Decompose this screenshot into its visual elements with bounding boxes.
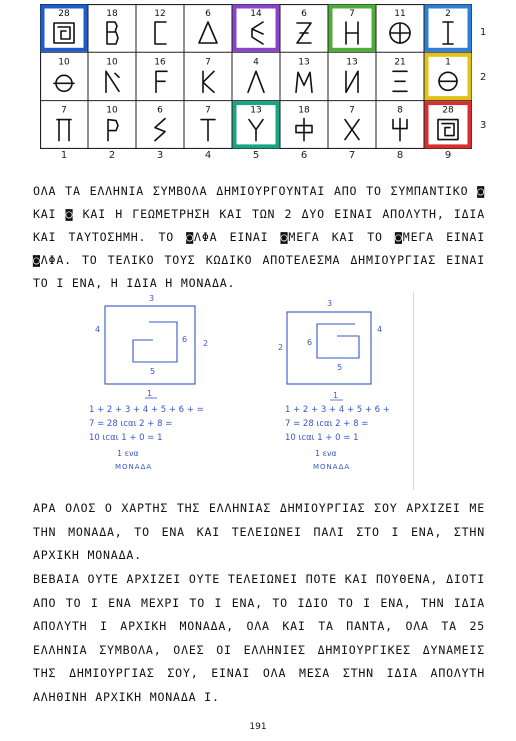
greek-symbol-spiral-icon <box>54 23 74 43</box>
symbol-value: 13 <box>298 57 310 68</box>
column-number: 9 <box>444 150 452 161</box>
symbol-value: 10 <box>58 57 70 68</box>
left-label-top: 3 <box>149 294 155 303</box>
greek-symbol-S-zig-icon <box>155 119 165 141</box>
symbol-value: 7 <box>349 9 355 19</box>
greek-symbol-O-icon <box>439 72 457 90</box>
symbol-value: 18 <box>298 105 310 116</box>
greek-symbol-Y-icon <box>249 120 263 141</box>
symbol-value: 7 <box>349 105 355 116</box>
greek-symbol-triangle-icon <box>199 22 217 43</box>
column-number: 8 <box>396 150 404 161</box>
right-label-left: 2 <box>278 343 284 352</box>
right-label-inner: 6 <box>307 338 313 347</box>
right-monada-word: ΜΟΝΑΔΑ <box>313 463 351 471</box>
symbol-value: 7 <box>205 105 211 116</box>
right-label-top: 3 <box>327 299 333 308</box>
left-label-bottom: 1 <box>147 389 153 398</box>
greek-symbol-Z-icon <box>297 23 311 43</box>
right-one-label: 1 ενα <box>315 449 337 458</box>
symbol-value: 1 <box>445 57 451 68</box>
column-number: 2 <box>108 150 116 161</box>
symbol-value: 6 <box>157 105 163 116</box>
row-number-1: 1 <box>480 27 487 38</box>
symbol-value: 10 <box>106 57 118 68</box>
left-eq-line: 7 = 28 ιcαι 2 + 8 = <box>89 419 173 429</box>
greek-symbol-N-rev-icon <box>346 71 358 92</box>
column-number: 3 <box>156 150 164 161</box>
page-number: 191 <box>249 722 267 732</box>
right-sum-line: 1 + 2 + 3 + 4 + 5 + 6 + <box>285 405 390 415</box>
greek-symbol-circle-bar-icon <box>54 75 74 91</box>
greek-symbol-H-icon <box>346 22 358 44</box>
symbol-value: 13 <box>346 57 358 68</box>
left-label-left: 4 <box>95 325 101 334</box>
hand-sketch <box>75 288 405 488</box>
symbol-value: 6 <box>301 9 307 19</box>
column-number: 6 <box>300 150 308 161</box>
symbol-value: 4 <box>253 57 259 68</box>
greek-symbol-I-icon <box>443 22 453 44</box>
paragraph-1: ΟΛΑ ΤΑ ΕΛΛΗΝΙΑ ΣΥΜΒΟΛΑ ΔΗΜΙΟΥΡΓΟΥΝΤΑΙ ΑΠΟ ΤΟ ΣΥΜΠΑΝΤΙΚΟ ◙ ΚΑΙ ◙ ΚΑΙ Η ΓΕΩΜΕΤΡΗΣΗ ΚΑΙ ΤΩΝ 2 ΔΥΟ ΕΙΝΑΙ ΑΠΟΛΥΤΗ, ΙΔΙΑ ΚΑΙ ΤΑΥΤΟΣΗΜΗ. ΤΟ ◙ΛΦΑ ΕΙΝΑΙ ◙ΜΕΓΑ ΚΑΙ ΤΟ ◙ΜΕΓΑ ΕΙΝΑΙ ◙ΛΦΑ. ΤΟ ΤΕΛΙΚΟ ΤΟΥΣ ΚΩΔΙΚΟ ΑΠΟΤΕΛΕΣΜΑ ΔΗΜΙΟΥΡΓΙΑΣ ΕΙΝΑΙ ΤΟ Ι ΕΝΑ, Η ΙΔΙΑ Η ΜΟΝΑΔΑ. <box>33 184 485 290</box>
paragraph-2: ΑΡΑ ΟΛΟΣ Ο ΧΑΡΤΗΣ ΤΗΣ ΕΛΛΗΝΙΑΣ ΔΗΜΙΟΥΡΓΙΑΣ ΣΟΥ ΑΡΧΙΖΕΙ ΜΕ ΤΗΝ ΜΟΝΑΔΑ, ΤΟ ΕΝΑ ΚΑΙ ΤΕΛΕΙΩΝΕΙ ΠΑΛΙ ΣΤΟ Ι ΕΝΑ, ΣΤΗΝ ΑΡΧΙΚΗ ΜΟΝΑΔΑ. <box>33 501 485 562</box>
greek-symbol-P-icon <box>108 120 118 141</box>
greek-symbol-Pi-icon <box>57 120 71 141</box>
column-number: 5 <box>252 150 260 161</box>
symbol-value: 10 <box>106 105 118 116</box>
left-label-inner: 6 <box>182 335 188 344</box>
greek-symbol-Phi-icon <box>296 119 312 141</box>
greek-symbol-epsilon-icon <box>252 22 263 44</box>
symbol-value: 11 <box>394 9 406 19</box>
left-one-label: 1 ενα <box>117 449 139 458</box>
symbol-value: 8 <box>397 105 403 116</box>
greek-symbol-B-icon <box>107 22 118 44</box>
left-monada-word: ΜΟΝΑΔΑ <box>115 463 153 471</box>
column-numbers <box>40 150 472 164</box>
symbol-value: 14 <box>250 9 262 19</box>
symbol-value: 6 <box>205 9 211 19</box>
greek-symbol-theta-icon <box>390 23 410 43</box>
symbol-value: 2 <box>445 9 451 19</box>
left-sum-line: 1 + 2 + 3 + 4 + 5 + 6 + = <box>89 405 204 415</box>
symbol-value: 12 <box>154 9 166 19</box>
symbol-value: 18 <box>106 9 118 19</box>
symbol-value: 7 <box>61 105 67 116</box>
greek-symbol-K-icon <box>203 71 214 92</box>
right-eq-line: 7 = 28 ιcαι 2 + 8 = <box>285 419 369 429</box>
right-result-line: 10 ιcαι 1 + 0 = 1 <box>285 433 359 443</box>
right-label-bottom-inner: 5 <box>337 363 343 372</box>
greek-symbol-Psi-icon <box>393 119 407 141</box>
column-number: 1 <box>60 150 68 161</box>
right-square-spiral <box>287 312 371 384</box>
greek-symbol-Xi-icon <box>393 71 407 91</box>
greek-symbol-X-icon <box>345 120 359 140</box>
scan-edge-line <box>413 292 414 490</box>
greek-symbol-lambda-icon <box>248 71 264 92</box>
left-label-right: 2 <box>203 339 209 348</box>
greek-symbol-F-icon <box>156 71 167 92</box>
greek-symbol-C-icon <box>155 22 166 44</box>
row-number-2: 2 <box>480 72 487 83</box>
symbol-value: 16 <box>154 57 166 68</box>
left-result-line: 10 ιcαι 1 + 0 = 1 <box>89 433 163 443</box>
right-label-bottom: 1 <box>333 391 339 400</box>
symbol-value: 21 <box>394 57 406 68</box>
greek-symbol-M-icon <box>296 72 312 92</box>
symbol-grid <box>40 4 472 149</box>
paragraph-3: ΒΕΒΑΙΑ ΟΥΤΕ ΑΡΧΙΖΕΙ ΟΥΤΕ ΤΕΛΕΙΩΝΕΙ ΠΟΤΕ ΚΑΙ ΠΟΥΘΕΝΑ, ΔΙΟΤΙ ΑΠΟ ΤΟ Ι ΕΝΑ ΜΕΧΡΙ ΤΟ Ι ΕΝΑ, ΤΟ ΙΔΙΟ ΤΟ Ι ΕΝΑ, ΤΗΝ ΙΔΙΑ ΑΠΟΛΥΤΗ Ι ΑΡΧΙΚΗ ΜΟΝΑΔΑ, ΟΛΑ ΚΑΙ ΤΑ ΠΑΝΤΑ, ΟΛΑ ΤΑ 25 ΕΛΛΗΝΙΑ ΣΥΜΒΟΛΑ, ΟΛΕΣ ΟΙ ΕΛΛΗΝΙΕΣ ΔΗΜΙΟΥΡΓΙΚΕΣ ΔΥΝΑΜΕΙΣ ΤΗΣ ΔΗΜΙΟΥΡΓΙΑΣ ΣΟΥ, ΕΙΝΑΙ ΟΛΑ ΜΕΣΑ ΣΤΗΝ ΙΔΙΑ ΑΠΟΛΥΤΗ ΑΛΗΘΙΝΗ ΑΡΧΙΚΗ ΜΟΝΑΔΑ Ι. <box>33 572 485 704</box>
right-label-right: 4 <box>377 325 383 334</box>
column-number: 7 <box>348 150 356 161</box>
symbol-value: 28 <box>58 9 70 19</box>
greek-symbol-spiral-icon <box>438 120 458 140</box>
row-number-3: 3 <box>480 120 487 131</box>
left-label-bottom-inner: 5 <box>150 367 156 376</box>
symbol-value: 28 <box>442 105 454 116</box>
symbol-value: 7 <box>205 57 211 68</box>
column-number: 4 <box>204 150 212 161</box>
greek-symbol-T-icon <box>201 120 215 141</box>
greek-symbol-N-cursive-icon <box>106 71 119 92</box>
symbol-value: 13 <box>250 105 262 116</box>
